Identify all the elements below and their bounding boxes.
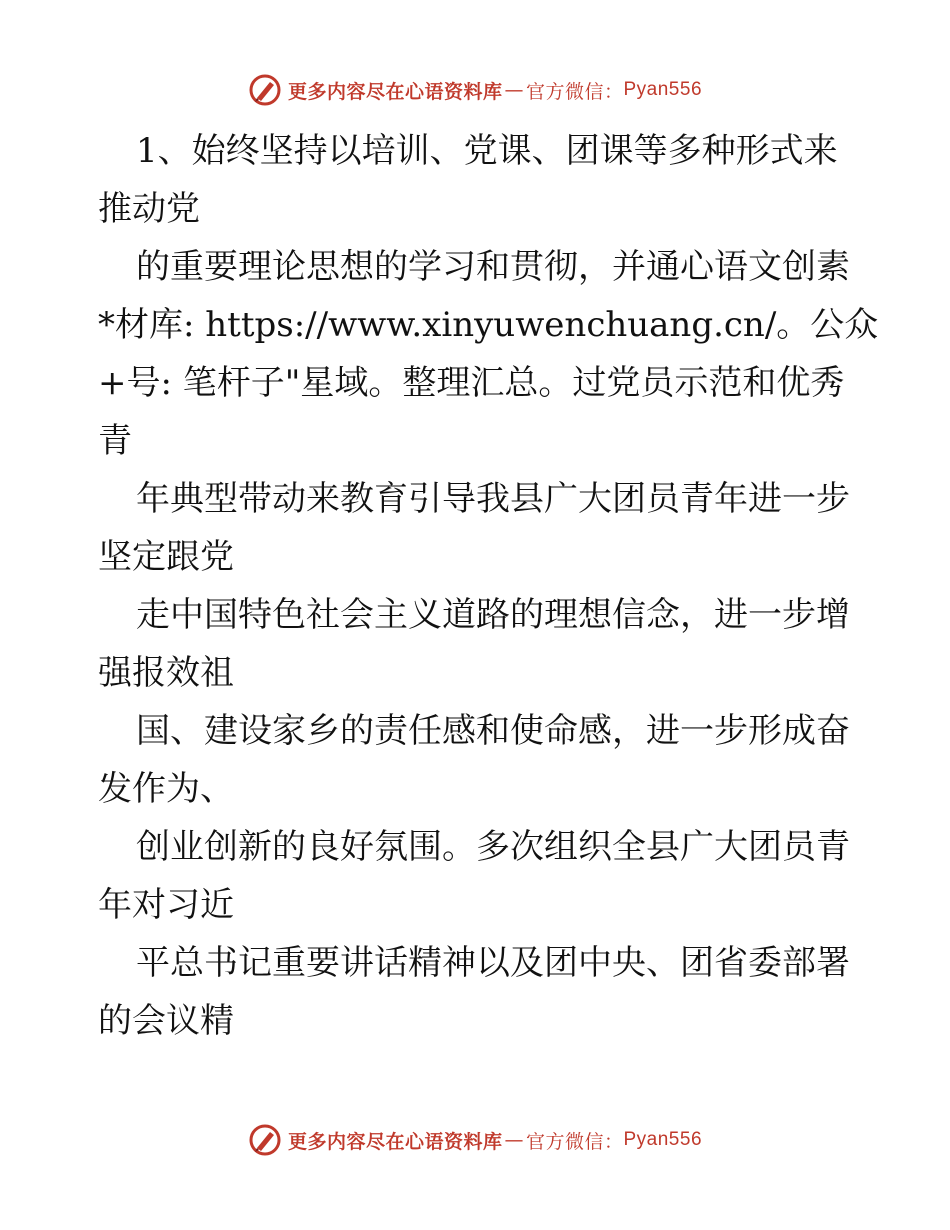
- header-wechat-id: Pyan556: [623, 79, 703, 100]
- text-line: *材库: https://www.xinyuwenchuang.cn/。公众: [98, 305, 879, 345]
- footer-banner: [0, 1120, 950, 1160]
- text-line: 的重要理论思想的学习和贯彻，并通心语文创素: [136, 247, 850, 287]
- document-body: [98, 122, 879, 1050]
- text-line: 强报效祖: [98, 653, 234, 693]
- footer-title: 更多内容尽在心语资料库: [287, 1130, 503, 1153]
- text-line: 国、建设家乡的责任感和使命感，进一步形成奋: [136, 711, 850, 751]
- header-separator: —: [504, 79, 524, 101]
- footer-wechat-label: 官方微信：: [525, 1130, 624, 1153]
- footer-wechat-id: Pyan556: [623, 1129, 703, 1150]
- text-line: 发作为、: [98, 769, 234, 809]
- text-line: 创业创新的良好氛围。多次组织全县广大团员青: [136, 827, 850, 867]
- pen-logo-icon: [248, 73, 282, 107]
- text-line: 的会议精: [98, 1001, 234, 1041]
- pen-logo-icon: [248, 1123, 282, 1157]
- text-line: 走中国特色社会主义道路的理想信念，进一步增: [136, 595, 850, 635]
- text-line: 青: [98, 421, 132, 461]
- text-line: 年对习近: [98, 885, 234, 925]
- text-line: +号: 笔杆子"星域。整理汇总。过党员示范和优秀: [98, 363, 845, 403]
- text-line: 1、始终坚持以培训、党课、团课等多种形式来: [136, 131, 838, 171]
- header-title: 更多内容尽在心语资料库: [287, 80, 503, 103]
- header-banner: [0, 70, 950, 110]
- text-line: 平总书记重要讲话精神以及团中央、团省委部署: [136, 943, 850, 983]
- header-wechat-label: 官方微信：: [525, 80, 624, 103]
- text-line: 坚定跟党: [98, 537, 234, 577]
- text-line: 年典型带动来教育引导我县广大团员青年进一步: [136, 479, 850, 519]
- footer-separator: —: [504, 1129, 524, 1151]
- text-line: 推动党: [98, 189, 200, 229]
